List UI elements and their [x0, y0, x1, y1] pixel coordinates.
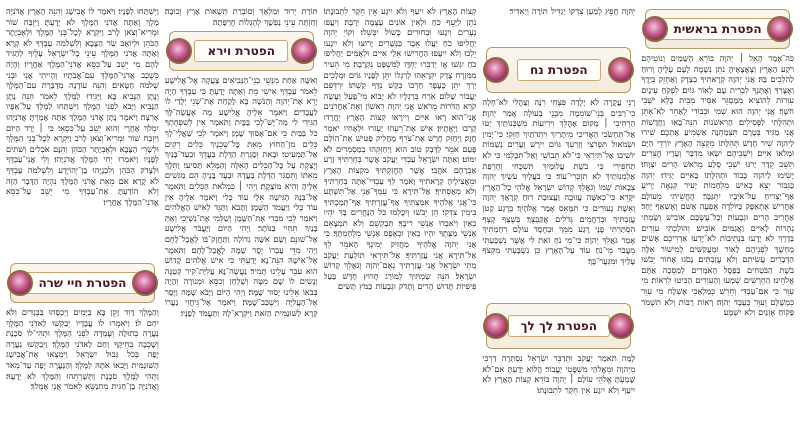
scroll-ornament-icon [608, 57, 634, 83]
heading-chayei-sarah: הפטרת חיי שרה [25, 272, 139, 294]
scroll-ornament-icon [132, 270, 158, 296]
text-block: רָנִּי עֲקָרָה לֹא יָלָדָה פִּצְחִי רִנָּה וְצַהֲלִי לֹא־חָלָה כִּי־רַבִּים בְּנֵי־שׁוֹמֵמָה מִבְּנֵי בְעוּלָה אָמַר יְהוָה׃ הַרְחִיבִי ׀ מְקוֹם אָהֳלֵךְ וִירִיעוֹת מִשְׁכְּנוֹתַיִךְ יַטּוּ אַל־תַּחְשֹׂכִי הַאֲרִיכִי מֵיתָרַיִךְ וִיתֵדֹתַיִךְ חַזֵּקִי׃ כִּי־יָמִין וּשְׂמֹאול תִּפְרֹצִי וְזַרְעֵךְ גּוֹיִם יִירָשׁ וְעָרִים נְשַׁמּוֹת יוֹשִׁיבוּ׃ אַל־תִּירְאִי כִּי־לֹא תֵבוֹשִׁי וְאַל־תִּכָּלְמִי כִּי לֹא תַחְפִּירִי כִּי בֹשֶׁת עֲלוּמַיִךְ תִּשְׁכָּחִי וְחֶרְפַּת אַלְמְנוּתַיִךְ לֹא תִזְכְּרִי־עוֹד׃ כִּי בֹעֲלַיִךְ עֹשַׂיִךְ יְהוָה צְבָאוֹת שְׁמוֹ וְגֹאֲלֵךְ קְדוֹשׁ יִשְׂרָאֵל אֱלֹהֵי כָל־הָאָרֶץ יִקָּרֵא׃ כִּי־כְאִשָּׁה עֲזוּבָה וַעֲצוּבַת רוּחַ קְרָאָךְ יְהוָה וְאֵשֶׁת נְעוּרִים כִּי תִמָּאֵס אָמַר אֱלֹהָיִךְ׃ בְּרֶגַע קָטֹן עֲזַבְתִּיךְ וּבְרַחֲמִים גְּדֹלִים אֲקַבְּצֵךְ׃ בְּשֶׁצֶף קֶצֶף הִסְתַּרְתִּי פָנַי רֶגַע מִמֵּךְ וּבְחֶסֶד עוֹלָם רִחַמְתִּיךְ אָמַר גֹּאֲלֵךְ יְהוָה׃ כִּי־מֵי נֹחַ זֹאת לִי אֲשֶׁר נִשְׁבַּעְתִּי מֵעֲבֹר מֵי־נֹחַ עוֹד עַל־הָאָרֶץ כֵּן נִשְׁבַּעְתִּי מִקְּצֹף עָלַיִךְ וּמִגְּעָר־בָּךְ׃ [482, 97, 636, 266]
heading-vayera: הפטרת וירא [194, 40, 288, 62]
column-noach [482, 6, 635, 425]
column-vayera [165, 6, 318, 425]
scroll-ornament-icon [483, 313, 509, 339]
heading-plaque-vayera [169, 31, 314, 71]
scroll-ornament-icon [291, 38, 317, 64]
text-block: כֹּה־אָמַר הָאֵל ׀ יְהוָה בּוֹרֵא הַשָּׁמַיִם וְנוֹטֵיהֶם רֹקַע הָאָרֶץ וְצֶאֱצָאֶיהָ נֹתֵן נְשָׁמָה לָעָם עָלֶיהָ וְרוּחַ לַהֹלְכִים בָּהּ׃ אֲנִי יְהוָה קְרָאתִיךָ בְצֶדֶק וְאַחְזֵק בְּיָדֶךָ וְאֶצָּרְךָ וְאֶתֶּנְךָ לִבְרִית עָם לְאוֹר גּוֹיִם׃ לִפְקֹחַ עֵינַיִם עִוְרוֹת לְהוֹצִיא מִמַּסְגֵּר אַסִּיר מִבֵּית כֶּלֶא יֹשְׁבֵי חֹשֶׁךְ׃ אֲנִי יְהוָה הוּא שְׁמִי וּכְבוֹדִי לְאַחֵר לֹא־אֶתֵּן וּתְהִלָּתִי לַפְּסִילִים׃ הָרִאשֹׁנוֹת הִנֵּה־בָאוּ וַחֲדָשׁוֹת אֲנִי מַגִּיד בְּטֶרֶם תִּצְמַחְנָה אַשְׁמִיעַ אֶתְכֶם׃ שִׁירוּ לַיהוָה שִׁיר חָדָשׁ תְּהִלָּתוֹ מִקְצֵה הָאָרֶץ יוֹרְדֵי הַיָּם וּמְלֹאוֹ אִיִּים וְיֹשְׁבֵיהֶם׃ יִשְׂאוּ מִדְבָּר וְעָרָיו חֲצֵרִים תֵּשֵׁב קֵדָר יָרֹנּוּ יֹשְׁבֵי סֶלַע מֵרֹאשׁ הָרִים יִצְוָחוּ׃ יָשִׂימוּ לַיהוָה כָּבוֹד וּתְהִלָּתוֹ בָּאִיִּים יַגִּידוּ׃ יְהוָה כַּגִּבּוֹר יֵצֵא כְּאִישׁ מִלְחָמוֹת יָעִיר קִנְאָה יָרִיעַ אַף־יַצְרִיחַ עַל־אֹיְבָיו יִתְגַּבָּר׃ הֶחֱשֵׁיתִי מֵעוֹלָם אַחֲרִישׁ אֶתְאַפָּק כַּיּוֹלֵדָה אֶפְעֶה אֶשֹּׁם וְאֶשְׁאַף יָחַד׃ אַחֲרִיב הָרִים וּגְבָעוֹת וְכָל־עֶשְׂבָּם אוֹבִישׁ וְשַׂמְתִּי נְהָרוֹת לָאִיִּים וַאֲגַמִּים אוֹבִישׁ׃ וְהוֹלַכְתִּי עִוְרִים בְּדֶרֶךְ לֹא יָדָעוּ בִּנְתִיבוֹת לֹא־יָדְעוּ אַדְרִיכֵם אָשִׂים מַחְשָׁךְ לִפְנֵיהֶם לָאוֹר וּמַעֲקַשִּׁים לְמִישׁוֹר אֵלֶּה הַדְּבָרִים עֲשִׂיתִם וְלֹא עֲזַבְתִּים׃ נָסֹגוּ אָחוֹר יֵבֹשׁוּ בֹשֶׁת הַבֹּטְחִים בַּפָּסֶל הָאֹמְרִים לְמַסֵּכָה אַתֶּם אֱלֹהֵינוּ׃ הַחֵרְשִׁים שְׁמָעוּ וְהַעִוְרִים הַבִּיטוּ לִרְאוֹת׃ מִי עִוֵּר כִּי אִם־עַבְדִּי וְחֵרֵשׁ כְּמַלְאָכִי אֶשְׁלָח מִי עִוֵּר כִּמְשֻׁלָּם וְעִוֵּר כְּעֶבֶד יְהוָה׃ רָאוֹת רַבּוֹת וְלֹא תִשְׁמֹר פָּקוֹחַ אָזְנַיִם וְלֹא יִשְׁמָע׃ [641, 53, 794, 318]
heading-plaque-chayei-sarah [10, 263, 155, 303]
column-bereshit [641, 6, 794, 425]
scroll-ornament-icon [608, 313, 634, 339]
scroll-ornament-icon [767, 16, 793, 42]
column-lechlecha-continued [324, 6, 477, 425]
heading-noach: הפטרת נח [517, 59, 601, 81]
text-block: קְצוֹת הָאָרֶץ לֹא יִיעַף וְלֹא יִיגָע אֵין חֵקֶר לִתְבוּנָתוֹ׃ נֹתֵן לַיָּעֵף כֹּחַ וּלְאֵין אוֹנִים עָצְמָה יַרְבֶּה׃ וְיִעֲפוּ נְעָרִים וְיִגָעוּ וּבַחוּרִים כָּשׁוֹל יִכָּשֵׁלוּ׃ וְקוֹיֵ יְהוָה יַחֲלִיפוּ כֹחַ יַעֲלוּ אֵבֶר כַּנְּשָׁרִים יָרוּצוּ וְלֹא יִיגָעוּ יֵלְכוּ וְלֹא יִיעָפוּ׃ הַחֲרִישׁוּ אֵלַי אִיִּים וּלְאֻמִּים יַחֲלִיפוּ כֹחַ יִגְּשׁוּ אָז יְדַבֵּרוּ יַחְדָּו לַמִּשְׁפָּט נִקְרָבָה׃ מִי הֵעִיר מִמִּזְרָח צֶדֶק יִקְרָאֵהוּ לְרַגְלוֹ יִתֵּן לְפָנָיו גּוֹיִם וּמְלָכִים יַרְדְּ יִתֵּן כֶּעָפָר חַרְבּוֹ כְּקַשׁ נִדָּף קַשְׁתּוֹ׃ יִרְדְּפֵם יַעֲבוֹר שָׁלוֹם אֹרַח בְּרַגְלָיו לֹא יָבוֹא׃ מִי־פָעַל וְעָשָׂה קֹרֵא הַדֹּרוֹת מֵרֹאשׁ אֲנִי יְהוָה רִאשׁוֹן וְאֶת־אַחֲרֹנִים אֲנִי־הוּא׃ רָאוּ אִיִּים וְיִירָאוּ קְצוֹת הָאָרֶץ יֶחֱרָדוּ קָרְבוּ וַיֶּאֱתָיוּן׃ אִישׁ אֶת־רֵעֵהוּ יַעְזֹרוּ וּלְאָחִיו יֹאמַר חֲזָק׃ וַיְחַזֵּק חָרָשׁ אֶת־צֹרֵף מַחֲלִיק פַּטִּישׁ אֶת־הוֹלֶם פָּעַם אֹמֵר לַדֶּבֶק טוֹב הוּא וַיְחַזְּקֵהוּ בְמַסְמְרִים לֹא יִמּוֹט׃ וְאַתָּה יִשְׂרָאֵל עַבְדִּי יַעֲקֹב אֲשֶׁר בְּחַרְתִּיךָ זֶרַע אַבְרָהָם אֹהֲבִי׃ אֲשֶׁר הֶחֱזַקְתִּיךָ מִקְצוֹת הָאָרֶץ וּמֵאֲצִילֶיהָ קְרָאתִיךָ וָאֹמַר לְךָ עַבְדִּי־אַתָּה בְּחַרְתִּיךָ וְלֹא מְאַסְתִּיךָ׃ אַל־תִּירָא כִּי עִמְּךָ־אָנִי אַל־תִּשְׁתָּע כִּי־אֲנִי אֱלֹהֶיךָ אִמַּצְתִּיךָ אַף־עֲזַרְתִּיךָ אַף־תְּמַכְתִּיךָ בִּימִין צִדְקִי׃ הֵן יֵבֹשׁוּ וְיִכָּלְמוּ כֹּל הַנֶּחֱרִים בָּךְ יִהְיוּ כְאַיִן וְיֹאבְדוּ אַנְשֵׁי רִיבֶךָ׃ תְּבַקְשֵׁם וְלֹא תִמְצָאֵם אַנְשֵׁי מַצֻּתֶךָ יִהְיוּ כְאַיִן וּכְאֶפֶס אַנְשֵׁי מִלְחַמְתֶּךָ׃ כִּי אֲנִי יְהוָה אֱלֹהֶיךָ מַחֲזִיק יְמִינֶךָ הָאֹמֵר לְךָ אַל־תִּירָא אֲנִי עֲזַרְתִּיךָ׃ אַל־תִּירְאִי תּוֹלַעַת יַעֲקֹב מְתֵי יִשְׂרָאֵל אֲנִי עֲזַרְתִּיךְ נְאֻם־יְהוָה וְגֹאֲלֵךְ קְדוֹשׁ יִשְׂרָאֵל׃ הִנֵּה שַׂמְתִּיךְ לְמוֹרַג חָרוּץ חָדָשׁ בַּעַל פִּיפִיּוֹת תָּדוּשׁ הָרִים וְתָדֹק וּגְבָעוֹת כַּמֹּץ תָּשִׂים׃ [323, 6, 477, 292]
scroll-ornament-icon [166, 38, 192, 64]
text-block: וְהַמֶּלֶךְ דָּוִד זָקֵן בָּא בַּיָּמִים וַיְכַסֻּהוּ בַּבְּגָדִים וְלֹא יִחַם לוֹ׃ וַיֹּאמְרוּ לוֹ עֲבָדָיו יְבַקְשׁוּ לַאדֹנִי הַמֶּלֶךְ נַעֲרָה בְתוּלָה וְעָמְדָה לִפְנֵי הַמֶּלֶךְ וּתְהִי־לוֹ סֹכֶנֶת וְשָׁכְבָה בְחֵיקֶךָ וְחַם לַאדֹנִי הַמֶּלֶךְ׃ וַיְבַקְשׁוּ נַעֲרָה יָפָה בְּכֹל גְּבוּל יִשְׂרָאֵל וַיִּמְצְאוּ אֶת־אֲבִישַׁג הַשּׁוּנַמִּית וַיָּבִאוּ אֹתָהּ לַמֶּלֶךְ׃ וְהַנַּעֲרָה יָפָה עַד־מְאֹד וַתְּהִי לַמֶּלֶךְ סֹכֶנֶת וַתְּשָׁרְתֵהוּ וְהַמֶּלֶךְ לֹא יְדָעָהּ׃ וַאֲדֹנִיָּה בֶן־חַגִּית מִתְנַשֵּׂא לֵאמֹר אֲנִי אֶמְלֹךְ׃ [6, 307, 159, 392]
scroll-ornament-icon [7, 270, 33, 296]
text-block: יְהוָה חָפֵץ לְמַעַן צִדְקוֹ יַגְדִּיל תּוֹרָה וְיַאְדִּיר׃ [509, 6, 636, 16]
text-block: תּוֹרַת יְרוּד וּמַלְאָךְ וְסוֹבְרַת תְּשֻׁאוֹת אָרֶץ וְכוּבָה׃ וְחַזְתָּה עֵינֵי נַפְשָׁךְ לְהַגְלוֹת חֶרְפָּתָה׃ [164, 6, 318, 27]
heading-lechlecha: הפטרת לך לך [508, 315, 610, 337]
heading-plaque-bereshit [645, 9, 790, 49]
text-block: וְאִשָּׁה אַחַת מִנְּשֵׁי בְנֵי־הַנְּבִיאִים צָעֲקָה אֶל־אֱלִישָׁע לֵאמֹר עַבְדְּךָ אִישִׁי מֵת וְאַתָּה יָדַעְתָּ כִּי עַבְדְּךָ הָיָה יָרֵא אֶת־יְהוָה וְהַנֹּשֶׁה בָּא לָקַחַת אֶת־שְׁנֵי יְלָדַי לוֹ לַעֲבָדִים׃ וַיֹּאמֶר אֵלֶיהָ אֱלִישָׁע מָה אֶעֱשֶׂה־לָּךְ הַגִּידִי לִי מַה־יֶּשׁ־לָכִי בַּבָּיִת וַתֹּאמֶר אֵין לְשִׁפְחָתְךָ כֹל בַּבַּיִת כִּי אִם־אָסוּךְ שָׁמֶן׃ וַיֹּאמֶר לְכִי שַׁאֲלִי־לָךְ כֵּלִים מִן־הַחוּץ מֵאֵת כָּל־שְׁכֵנָיִךְ כֵּלִים רֵקִים אַל־תַּמְעִיטִי׃ וּבָאת וְסָגַרְתְּ הַדֶּלֶת בַּעֲדֵךְ וּבְעַד־בָּנַיִךְ וְיָצַקְתְּ עַל כָּל־הַכֵּלִים הָאֵלֶּה וְהַמָּלֵא תַּסִּיעִי׃ וַתֵּלֶךְ מֵאִתּוֹ וַתִּסְגֹּר הַדֶּלֶת בַּעֲדָהּ וּבְעַד בָּנֶיהָ הֵם מַגִּשִׁים אֵלֶיהָ וְהִיא מוֹצָקֶת׃ וַיְהִי ׀ כִּמְלֹאת הַכֵּלִים וַתֹּאמֶר אֶל־בְּנָהּ הַגִּישָׁה אֵלַי עוֹד כֶּלִי וַיֹּאמֶר אֵלֶיהָ אֵין עוֹד כֶּלִי וַיַּעֲמֹד הַשָּׁמֶן׃ וַתָּבֹא וַתַּגֵּד לְאִישׁ הָאֱלֹהִים וַיֹּאמֶר לְכִי מִכְרִי אֶת־הַשֶּׁמֶן וְשַׁלְּמִי אֶת־נִשְׁיֵכִי וְאַתְּ בָּנַיִךְ תִּחְיִי בַּנּוֹתָר׃ וַיְהִי הַיּוֹם וַיַּעֲבֹר אֱלִישָׁע אֶל־שׁוּנֵם וְשָׁם אִשָּׁה גְדוֹלָה וַתַּחֲזֶק־בּוֹ לֶאֱכָל־לָחֶם וַיְהִי מִדֵּי עָבְרוֹ יָסֻר שָׁמָּה לֶאֱכָל־לָחֶם׃ וַתֹּאמֶר אֶל־אִישָׁהּ הִנֵּה־נָא יָדַעְתִּי כִּי אִישׁ אֱלֹהִים קָדוֹשׁ הוּא עֹבֵר עָלֵינוּ תָּמִיד׃ נַעֲשֶׂה־נָּא עֲלִיַּת־קִיר קְטַנָּה וְנָשִׂים לוֹ שָׁם מִטָּה וְשֻׁלְחָן וְכִסֵּא וּמְנוֹרָה וְהָיָה בְּבֹאוֹ אֵלֵינוּ יָסוּר שָׁמָּה׃ וַיְהִי הַיּוֹם וַיָּבֹא שָׁמָּה וַיָּסַר אֶל־הָעֲלִיָּה וַיִּשְׁכַּב־שָׁמָּה׃ וַיֹּאמֶר אֶל־גֵּיחֲזִי נַעֲרוֹ קְרָא לַשּׁוּנַמִּית הַזֹּאת וַיִּקְרָא־לָהּ וַתַּעֲמֹד לְפָנָיו׃ [164, 75, 318, 319]
column-chayei-sarah [6, 6, 159, 425]
scroll-ornament-icon [483, 57, 509, 83]
heading-bereshit: הפטרת בראשית [661, 18, 775, 40]
text-block: לָמָּה תֹאמַר יַעֲקֹב וּתְדַבֵּר יִשְׂרָאֵל נִסְתְּרָה דַרְכִּי מֵיְהוָה וּמֵאֱלֹהַי מִשְׁפָּטִי יַעֲבוֹר׃ הֲלוֹא יָדַעְתָּ אִם־לֹא שָׁמַעְתָּ אֱלֹהֵי עוֹלָם ׀ יְהוָה בּוֹרֵא קְצוֹת הָאָרֶץ לֹא יִיעַף וְלֹא יִיגָע אֵין חֵקֶר לִתְבוּנָתוֹ׃ [482, 353, 636, 395]
heading-plaque-lechlecha [486, 303, 631, 349]
text-block: וַיִּשְׁתַּחוּ לְפָנָיו׃ וַיֹּאמֶר לוֹ אֲבִישָׁג וְהִנֵּה הָאָרֶץ אֲדֹנִיָּה מֶלֶךְ וְאַתָּה אֲדֹנִי הַמֶּלֶךְ לֹא יָדָעְתָּ׃ וַיִּזְבַּח שׁוֹר וּמְרִיא־וְצֹאן לָרֹב וַיִּקְרָא לְכָל־בְּנֵי הַמֶּלֶךְ וּלְאֶבְיָתָר הַכֹּהֵן וּלְיוֹאָב שַׂר הַצָּבָא וְלִשְׁלֹמֹה עַבְדְּךָ לֹא קָרָא׃ וְאַתָּה אֲדֹנִי הַמֶּלֶךְ עֵינֵי כָל־יִשְׂרָאֵל עָלֶיךָ לְהַגִּיד לָהֶם מִי יֵשֵׁב עַל־כִּסֵּא אֲדֹנִי־הַמֶּלֶךְ אַחֲרָיו׃ וְהָיָה כִּשְׁכַב אֲדֹנִי־הַמֶּלֶךְ עִם־אֲבֹתָיו וְהָיִיתִי אֲנִי וּבְנִי שְׁלֹמֹה חַטָּאִים׃ וְהִנֵּה עוֹדֶנָּה מְדַבֶּרֶת עִם־הַמֶּלֶךְ וְנָתָן הַנָּבִיא בָּא׃ וַיַּגִּידוּ לַמֶּלֶךְ לֵאמֹר הִנֵּה נָתָן הַנָּבִיא וַיָּבֹא לִפְנֵי הַמֶּלֶךְ וַיִּשְׁתַּחוּ לַמֶּלֶךְ עַל־אַפָּיו אָרְצָה׃ וַיֹּאמֶר נָתָן אֲדֹנִי הַמֶּלֶךְ אַתָּה אָמַרְתָּ אֲדֹנִיָּהוּ יִמְלֹךְ אַחֲרָי וְהוּא יֵשֵׁב עַל־כִּסְאִי׃ כִּי ׀ יָרַד הַיּוֹם וַיִּזְבַּח שׁוֹר וּמְרִיא־וְצֹאן לָרֹב וַיִּקְרָא לְכָל־בְּנֵי הַמֶּלֶךְ וּלְשָׂרֵי הַצָּבָא וּלְאֶבְיָתָר הַכֹּהֵן וְהִנָּם אֹכְלִים וְשֹׁתִים לְפָנָיו וַיֹּאמְרוּ יְחִי הַמֶּלֶךְ אֲדֹנִיָּהוּ׃ וְלִי אֲנִי־עַבְדֶּךָ וּלְצָדֹק הַכֹּהֵן וְלִבְנָיָהוּ בֶן־יְהוֹיָדָע וְלִשְׁלֹמֹה עַבְדְּךָ לֹא קָרָא׃ אִם מֵאֵת אֲדֹנִי הַמֶּלֶךְ נִהְיָה הַדָּבָר הַזֶּה וְלֹא הוֹדַעְתָּ אֶת־עַבְדְּךָ מִי יֵשֵׁב עַל־כִּסֵּא אֲדֹנִי־הַמֶּלֶךְ אַחֲרָיו׃ [6, 6, 159, 207]
heading-plaque-noach [486, 47, 631, 93]
